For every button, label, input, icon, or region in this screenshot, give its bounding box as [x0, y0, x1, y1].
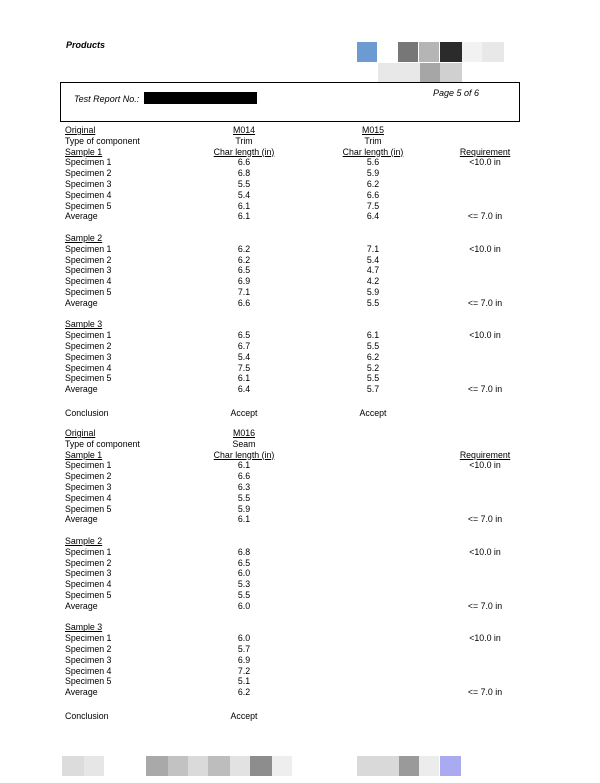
table-row: [0, 568, 600, 579]
table-row: [0, 157, 600, 168]
value-cell: 4.7: [366, 265, 380, 276]
specimen-label: Specimen 2: [65, 254, 112, 265]
value-cell: 5.5: [366, 373, 380, 384]
value-cell: 6.1: [237, 460, 251, 471]
table-row: [0, 493, 600, 504]
value-cell: 6.9: [237, 654, 251, 665]
specimen-label: Specimen 5: [65, 676, 112, 687]
sample-label: Sample 2: [65, 536, 103, 546]
requirement-cell: <10.0 in: [469, 633, 501, 644]
specimen-label: Specimen 4: [65, 362, 112, 373]
requirement-cell: <= 7.0 in: [467, 297, 503, 308]
value-cell: 6.2: [237, 254, 251, 265]
specimen-label: Specimen 4: [65, 189, 112, 200]
table-row: [0, 547, 600, 558]
value-cell: 6.1: [237, 514, 251, 525]
table-row: [0, 676, 600, 687]
value-cell: 6.4: [237, 384, 251, 395]
page-number: Page 5 of 6: [433, 88, 480, 98]
table-row: [0, 265, 600, 276]
value-cell: 5.5: [237, 179, 251, 189]
sample-label: Sample 1: [65, 449, 103, 460]
value-cell: 5.2: [366, 362, 380, 373]
specimen-label: Specimen 5: [65, 287, 112, 297]
specimen-label: Specimen 3: [65, 654, 112, 665]
sample-label: Sample 2: [65, 233, 103, 243]
value-cell: 6.0: [237, 568, 251, 579]
model-id: M014: [232, 125, 256, 135]
table-row: [0, 287, 600, 298]
value-cell: 6.1: [366, 330, 380, 341]
report-number-label: Test Report No.:: [74, 94, 140, 104]
value-cell: 6.1: [237, 211, 251, 222]
value-cell: 5.6: [366, 157, 380, 168]
component-type: Trim: [364, 135, 382, 146]
value-cell: 5.4: [237, 351, 251, 362]
specimen-label: Specimen 1: [65, 243, 112, 254]
model-header-row: [0, 428, 600, 439]
redacted-report-number: [144, 92, 257, 104]
value-cell: 4.2: [366, 276, 380, 287]
table-row: [0, 363, 600, 374]
sample-header-row: [0, 319, 600, 330]
value-cell: 6.2: [237, 243, 251, 254]
value-cell: 5.9: [366, 168, 380, 179]
table-row: [0, 579, 600, 590]
value-cell: 6.8: [237, 168, 251, 179]
specimen-label: Specimen 4: [65, 276, 112, 287]
column-header: Char length (in): [342, 146, 404, 157]
table-row: [0, 190, 600, 201]
value-cell: 6.0: [237, 600, 251, 611]
table-row: [0, 601, 600, 612]
value-cell: 6.3: [237, 482, 251, 492]
table-row: [0, 504, 600, 515]
specimen-label: Specimen 3: [65, 351, 112, 362]
original-label: Original: [65, 428, 96, 438]
type-label: Type of component: [65, 438, 140, 449]
table-row: [0, 201, 600, 212]
table-row: [0, 179, 600, 190]
table-row: [0, 244, 600, 255]
table-row: [0, 352, 600, 363]
sample-header-row: [0, 622, 600, 633]
table-row: [0, 482, 600, 493]
table-row: [0, 298, 600, 309]
table-row: [0, 373, 600, 384]
requirement-cell: <= 7.0 in: [467, 514, 503, 525]
value-cell: 6.4: [366, 211, 380, 222]
specimen-label: Specimen 1: [65, 460, 112, 471]
value-cell: 7.5: [366, 200, 380, 211]
value-cell: 5.4: [237, 189, 251, 200]
sample-header-row: [0, 233, 600, 244]
value-cell: 7.2: [237, 665, 251, 676]
specimen-label: Specimen 2: [65, 557, 112, 568]
requirement-cell: <= 7.0 in: [467, 384, 503, 395]
specimen-label: Average: [65, 514, 98, 525]
value-cell: 5.4: [366, 254, 380, 265]
value-cell: 5.5: [237, 492, 251, 503]
model-header-row: [0, 125, 600, 136]
specimen-label: Specimen 1: [65, 157, 112, 168]
specimen-label: Specimen 3: [65, 482, 112, 492]
component-type: Trim: [235, 135, 253, 146]
conclusion-row: [0, 711, 600, 722]
specimen-label: Specimen 3: [65, 568, 112, 579]
sample-label: Sample 1: [65, 146, 103, 157]
value-cell: 6.2: [366, 179, 380, 189]
value-cell: 6.6: [237, 471, 251, 482]
value-cell: 6.9: [237, 276, 251, 287]
conclusion-value: Accept: [359, 407, 387, 418]
original-label: Original: [65, 125, 96, 135]
specimen-label: Specimen 1: [65, 633, 112, 644]
specimen-label: Specimen 5: [65, 503, 112, 514]
value-cell: 6.7: [237, 341, 251, 351]
value-cell: 5.9: [366, 287, 380, 297]
value-cell: 5.5: [237, 590, 251, 600]
component-type-row: [0, 136, 600, 147]
model-id: M016: [232, 428, 256, 438]
specimen-label: Average: [65, 211, 98, 222]
value-cell: 6.2: [366, 351, 380, 362]
requirement-cell: <= 7.0 in: [467, 211, 503, 222]
specimen-label: Average: [65, 687, 98, 698]
value-cell: 6.6: [237, 157, 251, 168]
column-header: Char length (in): [213, 449, 275, 460]
table-row: [0, 471, 600, 482]
value-cell: 7.1: [366, 243, 380, 254]
value-cell: 5.5: [366, 297, 380, 308]
conclusion-label: Conclusion: [65, 710, 109, 721]
table-row: [0, 633, 600, 644]
table-row: [0, 514, 600, 525]
requirement-cell: <10.0 in: [469, 157, 501, 168]
component-type-row: [0, 439, 600, 450]
value-cell: 5.5: [366, 341, 380, 351]
requirement-cell: <= 7.0 in: [467, 687, 503, 698]
sample-header-row: [0, 450, 600, 461]
value-cell: 6.6: [237, 297, 251, 308]
specimen-label: Specimen 3: [65, 179, 112, 189]
requirement-cell: <10.0 in: [469, 546, 501, 557]
specimen-label: Specimen 5: [65, 590, 112, 600]
table-row: [0, 255, 600, 266]
value-cell: 5.9: [237, 503, 251, 514]
value-cell: 6.5: [237, 265, 251, 276]
value-cell: 6.6: [366, 189, 380, 200]
value-cell: 6.5: [237, 557, 251, 568]
value-cell: 6.5: [237, 330, 251, 341]
requirement-cell: <10.0 in: [469, 330, 501, 341]
value-cell: 6.1: [237, 200, 251, 211]
table-row: [0, 211, 600, 222]
value-cell: 7.1: [237, 287, 251, 297]
specimen-label: Specimen 5: [65, 373, 112, 384]
value-cell: 7.5: [237, 362, 251, 373]
table-row: [0, 655, 600, 666]
specimen-label: Specimen 4: [65, 492, 112, 503]
column-header: Char length (in): [213, 146, 275, 157]
report-header-box: [60, 82, 520, 122]
conclusion-value: Accept: [230, 710, 258, 721]
specimen-label: Specimen 1: [65, 330, 112, 341]
conclusion-label: Conclusion: [65, 407, 109, 418]
sample-header-row: [0, 536, 600, 547]
table-row: [0, 330, 600, 341]
model-id: M015: [361, 125, 385, 135]
specimen-label: Specimen 2: [65, 168, 112, 179]
table-row: [0, 384, 600, 395]
sample-label: Sample 3: [65, 319, 103, 330]
specimen-label: Specimen 1: [65, 546, 112, 557]
table-row: [0, 460, 600, 471]
value-cell: 6.2: [237, 687, 251, 698]
requirement-header: Requirement: [459, 146, 511, 157]
value-cell: 6.1: [237, 373, 251, 384]
specimen-label: Specimen 2: [65, 644, 112, 654]
value-cell: 5.7: [366, 384, 380, 395]
value-cell: 5.1: [237, 676, 251, 687]
specimen-label: Specimen 4: [65, 579, 112, 590]
table-row: [0, 341, 600, 352]
value-cell: 5.7: [237, 644, 251, 654]
specimen-label: Specimen 3: [65, 265, 112, 276]
specimen-label: Specimen 5: [65, 200, 112, 211]
table-row: [0, 168, 600, 179]
component-type: Seam: [232, 438, 256, 449]
table-row: [0, 666, 600, 677]
specimen-label: Average: [65, 384, 98, 395]
products-label: Products: [66, 40, 106, 50]
table-row: [0, 644, 600, 655]
table-row: [0, 558, 600, 569]
specimen-label: Average: [65, 297, 98, 308]
specimen-label: Specimen 2: [65, 471, 112, 482]
conclusion-value: Accept: [230, 407, 258, 418]
conclusion-row: [0, 408, 600, 419]
type-label: Type of component: [65, 135, 140, 146]
requirement-cell: <= 7.0 in: [467, 600, 503, 611]
sample-label: Sample 3: [65, 622, 103, 633]
table-row: [0, 590, 600, 601]
value-cell: 6.0: [237, 633, 251, 644]
specimen-label: Average: [65, 600, 98, 611]
table-row: [0, 687, 600, 698]
requirement-cell: <10.0 in: [469, 243, 501, 254]
requirement-cell: <10.0 in: [469, 460, 501, 471]
requirement-header: Requirement: [459, 449, 511, 460]
value-cell: 6.8: [237, 546, 251, 557]
specimen-label: Specimen 2: [65, 341, 112, 351]
value-cell: 5.3: [237, 579, 251, 590]
table-row: [0, 276, 600, 287]
sample-header-row: [0, 147, 600, 158]
specimen-label: Specimen 4: [65, 665, 112, 676]
